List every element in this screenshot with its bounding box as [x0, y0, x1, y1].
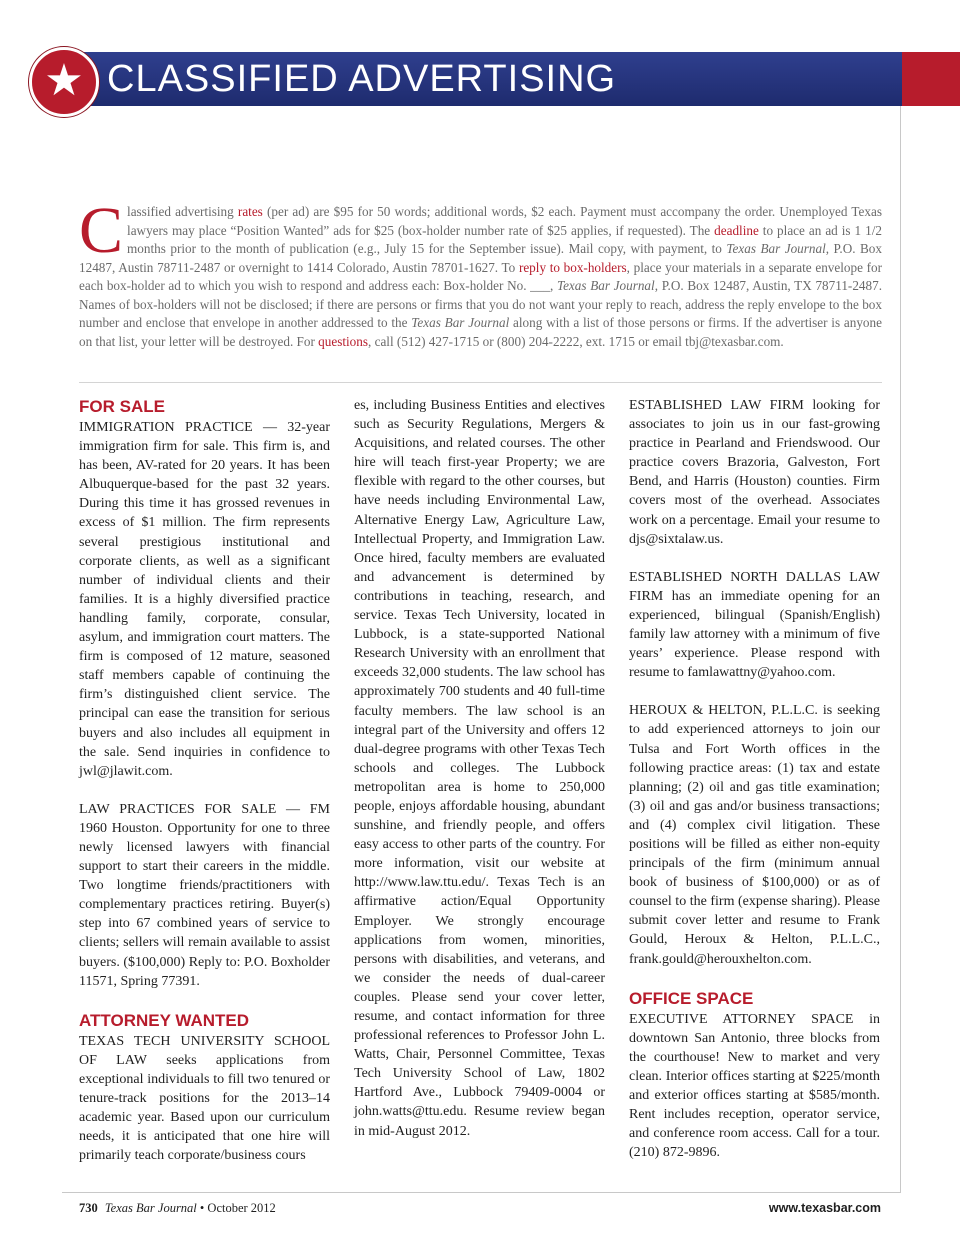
star-icon: ★	[44, 55, 84, 106]
intro-text: , call (512) 427-1715 or (800) 204-2222, ext. 1715 or email tbj@texasbar.com.	[368, 333, 784, 349]
ad-lead: LAW PRACTICES FOR SALE	[79, 801, 277, 817]
ad-body: — FM 1960 Houston. Opportunity for one to three newly licensed lawyers with financial support to start their careers in the middle. Two longtime friends/practitioners with complementary practices retiring. Buyer(s) step into 67 combined years of service to clients; sellers will remain available to assist buyers. ($100,000) Reply to: P.O. Boxholder 11571, Spring 77391.	[79, 801, 331, 989]
ad-lead: IMMIGRATION PRACTICE	[79, 420, 253, 435]
intro-text: along with a list of those persons or firms. If the advertiser is anyone on that list, your letter will be destroyed. For	[79, 315, 882, 349]
section-heading-attorney-wanted: ATTORNEY WANTED	[79, 1010, 250, 1030]
journal-name: Texas Bar Journal	[411, 315, 510, 330]
intro-divider	[79, 382, 882, 383]
ad-body: is seeking to add experienced attorneys to join our Tulsa and Fort Worth offices in the following practice areas: (1) tax and estate planning; (2) oil and gas title examination; (3) oil and gas and/or business transactions; and (4) complex civil litigation. These positions will be filled as either non-equity principals of the firm (minimum annual book of business of $100,000) or as of counsel to the firm (expense sharing). Please submit cover letter and resume to Frank Gould, Heroux & Helton, P.L.L.C., frank.gould@herouxhelton.com.	[629, 703, 880, 967]
intro-text: (per ad) are $95 for 50 words; additional words, $2 each. Payment must accompany the order. Unemployed Texas lawyers may place “Position Wanted” ads for $25 (box-holder number rate of $25 applies, if requested). The	[127, 204, 882, 238]
ad-body: has an immediate opening for an experienced, bilingual (Spanish/English) family law attorney with a minimum of five years’ experience. Please respond with resume to famlawattny@yahoo.com.	[629, 588, 880, 681]
ad-executive-attorney-space	[629, 1010, 880, 1163]
footer-date: October 2012	[207, 1201, 276, 1215]
footer-left	[79, 1201, 276, 1216]
ad-body: — 32-year immigration firm for sale. This firm is, and has been, AV-rated for 20 years. It has been Albuquerque-based for the past 32 years. During this time it has grossed revenues in excess of $1 million. The firm represents several prestigious institutional and corporate clients, as well as a significant number of individual clients and their families. It is a highly diversified practice handling family, corporate, consular, asylum, and immigration court matters. The firm is composed of 12 mature, seasoned staff members capable of continuing the firm’s distinguished client service. The principal can ease the transition for serious buyers and also includes all equipment in the sale. Send inquiries in confidence to jwl@jlawit.com.	[79, 420, 330, 779]
ad-established-law-firm	[629, 396, 880, 549]
ad-lead: EXECUTIVE ATTORNEY SPACE	[629, 1011, 854, 1027]
ad-texas-tech-continued: es, including Business Entities and electives such as Security Regulations, Mergers & Acquisitions, and related courses. The other hire will teach first-year Property; we are flexible with regard to the other courses, but have needs including Environmental Law, Alternative Energy Law, Agriculture Law, Intellectual Property, and Immigration Law. Once hired, faculty members are evaluated and advancement is determined by contributions in teaching, research, and service. Texas Tech University, located in Lubbock, is a state-supported National Research University with an enrollment that exceeds 32,000 students. The law school has approximately 700 students and 40 full-time faculty members. The law school is an integral part of the University and offers 12 dual-degree programs with other Texas Tech schools and colleges. The Lubbock metropolitan area is home to 250,000 people, enjoys affordable housing, abundant sunshine, and friendly people, and offers easy access to other parts of the country. For more information, visit our website at http://www.law.ttu.edu/. Texas Tech is an affirmative action/Equal Opportunity Employer. We strongly encourage applications from women, minorities, persons with disabilities, and veterans, and we consider the needs of dual-career couples. Please send your cover letter, resume, and contact information for three professional references to Professor John L. Watts, Chair, Personnel Committee, Texas Tech University School of Law, 1802 Hartford Ave., Lubbock 79409-0004 or john.watts@ttu.edu. Resume review began in mid-August 2012.	[354, 398, 605, 1139]
intro-text: lassified advertising	[127, 204, 238, 219]
intro-text: , P.O. Box 12487, Austin 78711-2487 or overnight to 1414 Colorado, Austin 78701-1627. To	[79, 241, 882, 275]
frame-border-bottom	[62, 1192, 901, 1193]
journal-name: Texas Bar Journal	[556, 278, 655, 293]
rates-keyword: rates	[237, 204, 263, 219]
footer-journal: Texas Bar Journal	[104, 1201, 197, 1215]
column-left	[79, 396, 330, 1165]
ad-body: looking for associates to join us in our fast-growing practice in Pearland and Friendswood. Our practice covers Brazoria, Galveston, Fort Bend, and Harris (Houston) counties. Firm covers most of the overhead. Associates work on a percentage. Email your resume to djs@sixtalaw.us.	[629, 398, 880, 547]
intro-text: , P.O. Box 12487, Austin, TX 78711-2487. Names of box-holders will not be disclosed; if there are persons or firms that you do not want your reply to reach, address the reply envelope to the box number and enclose that envelope in another addressed to the	[79, 278, 882, 330]
ad-lead: TEXAS TECH UNIVERSITY SCHOOL OF LAW	[79, 1033, 330, 1068]
frame-border-right	[900, 106, 901, 1192]
questions-keyword: questions	[318, 333, 368, 349]
ad-body: seeks applications from exceptional individuals to fill two tenured or tenure-track positions for the 2013–14 academic year. Based upon our curriculum needs, it is anticipated that one hire will primarily teach corporate/business cours	[79, 1052, 331, 1164]
intro-text: , place your materials in a separate envelope for each box-holder ad to which you wish to respond and address each: Box-holder No. ___,	[79, 259, 882, 293]
ad-heroux-helton	[629, 701, 880, 968]
journal-name: Texas Bar Journal	[726, 241, 826, 256]
ad-lead: ESTABLISHED LAW FIRM	[629, 398, 804, 413]
page-number: 730	[79, 1201, 98, 1215]
footer-url[interactable]: www.texasbar.com	[768, 1201, 881, 1215]
star-seal	[29, 47, 99, 117]
ad-lead: ESTABLISHED NORTH DALLAS LAW FIRM	[629, 569, 880, 604]
intro-text: to place an ad is 1 1/2 months prior to the month of publication (e.g., July 15 for the September issue). Mail copy, with payment, to	[127, 222, 882, 256]
section-heading-office-space: OFFICE SPACE	[629, 988, 754, 1008]
page-title: CLASSIFIED ADVERTISING	[107, 58, 617, 100]
deadline-keyword: deadline	[714, 222, 759, 238]
header-accent-block	[902, 52, 960, 106]
section-heading-for-sale: FOR SALE	[79, 397, 165, 416]
footer-separator: •	[196, 1201, 208, 1215]
ad-law-practices-for-sale	[79, 800, 330, 991]
intro-paragraph	[79, 194, 882, 351]
ad-body: in downtown San Antonio, three blocks from the courthouse! New to market and very clean. Interior offices starting at $225/month and exterior offices starting at $585/month. Rent includes reception, operator service, and conference room access. Call for a tour. (210) 872-9896.	[629, 1011, 881, 1161]
ad-texas-tech	[79, 1032, 330, 1166]
column-right	[629, 396, 880, 1162]
ad-immigration-practice	[79, 418, 330, 781]
reply-keyword: reply to box-holders	[518, 259, 627, 275]
drop-cap: C	[79, 194, 124, 267]
ad-lead: HEROUX & HELTON, P.L.L.C.	[629, 703, 818, 719]
ad-north-dallas-law-firm	[629, 568, 880, 683]
column-middle	[354, 396, 605, 1141]
